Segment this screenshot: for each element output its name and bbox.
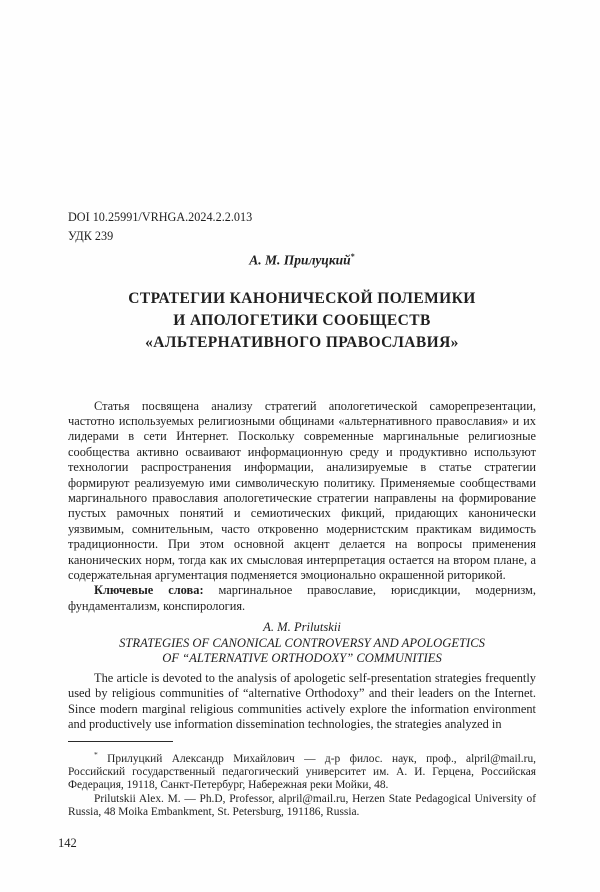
page-number: 142 (58, 836, 77, 850)
keywords-list: маргинальное православие, юрисдикции, модернизм, фундаментализм, конспирология. (68, 583, 536, 613)
article-meta (68, 208, 536, 245)
article-title-ru-line-3: «АЛЬТЕРНАТИВНОГО ПРАВОСЛАВИЯ» (145, 333, 459, 351)
article-title-ru-line-1: СТРАТЕГИИ КАНОНИЧЕСКОЙ ПОЛЕМИКИ (128, 289, 476, 307)
doi-line: DOI 10.25991/VRHGA.2024.2.2.013 (68, 210, 253, 224)
article-title-en-line-1: STRATEGIES OF CANONICAL CONTROVERSY AND APOLOGETICS (119, 635, 485, 650)
footnote-en: Prilutskii Alex. M. — Ph.D, Professor, alpril@mail.ru, Herzen State Pedagogical University of Russia, 48 Moika Embankment, St. Petersburg, 191186, Russia. (68, 792, 536, 819)
footnote-marker: * (94, 750, 98, 760)
keywords-label: Ключевые слова: (94, 583, 204, 598)
page-content (68, 0, 536, 819)
article-title-ru (68, 288, 536, 354)
footnote-ru (68, 748, 536, 793)
udc-line: УДК 239 (68, 228, 114, 243)
author-name-ru (68, 248, 536, 269)
author-name-ru-text: А. М. Прилуцкий (249, 252, 351, 268)
footnote-ru-text: Прилуцкий Александр Михайлович — д-р филос. наук, проф., alpril@mail.ru, Российский государственный педагогический университет им. А. И. Герцена, Российская Федерация, 19118, Санкт-Петербург, Набережная реки Мойки, 48. (68, 752, 536, 792)
keywords-ru (68, 583, 536, 614)
author-footnote-marker: * (350, 252, 355, 261)
author-name-en: A. M. Prilutskii (263, 620, 341, 635)
abstract-ru: Статья посвящена анализу стратегий апологетической саморепрезентации, частотно используемых религиозными общинами «альтернативного православия» и их лидерами в сети Интернет. Поскольку современные маргинальные религиозные сообщества активно осваивают информационную среду и продуктивно используют технологии распространения информации, анализируемые в статье стратегии формируют реализуемую ими символическую политику. Применяемые сообществами маргинального православия апологетические стратегии направлены на формирование пустых рамочных понятий и семиотических фикций, придающих канонически уязвимым, сомнительным, часто откровенно модернистским практикам видимость традиционности. При этом основной акцент делается на вопросы применения канонических норм, тогда как их смысловая интерпретация остается на втором плане, а содержательная аргументация подменяется эмоционально окрашенной риторикой. (68, 398, 536, 582)
english-heading (68, 620, 536, 667)
abstract-en: The article is devoted to the analysis of apologetic self-presentation strategies frequently used by religious communities of “alternative Orthodoxy” and their leaders on the Internet. Since modern marginal religious communities actively explore the information environment and productively use information dissemination technologies, the strategies analyzed in (68, 670, 536, 732)
article-title-ru-line-2: И АПОЛОГЕТИКИ СООБЩЕСТВ (173, 311, 431, 329)
article-title-en-line-2: OF “ALTERNATIVE ORTHODOXY” COMMUNITIES (162, 651, 442, 666)
footnote-separator (68, 741, 173, 742)
